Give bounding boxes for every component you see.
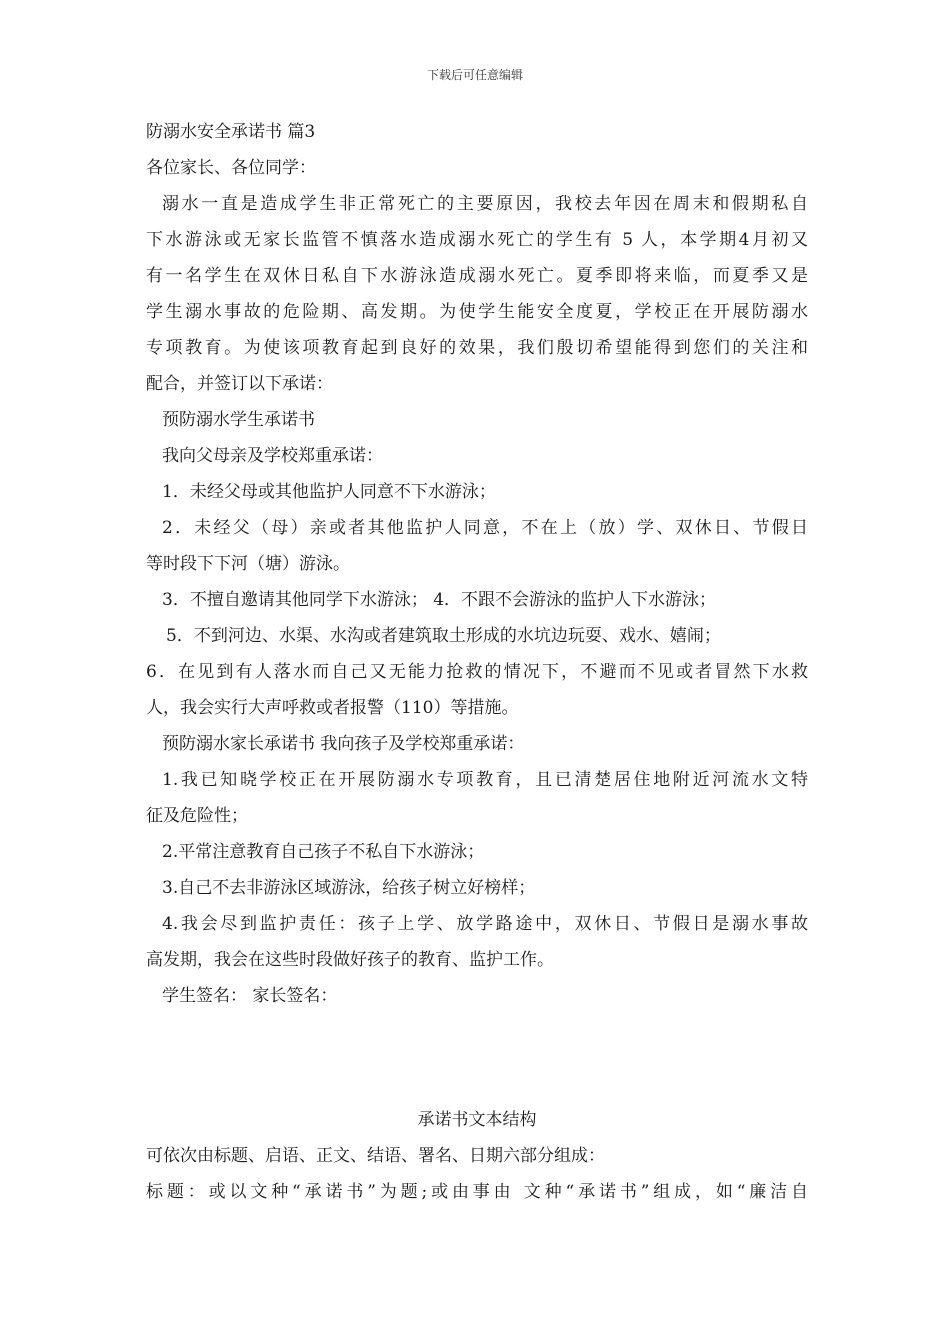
student-item-3-4: 3．不擅自邀请其他同学下水游泳； 4．不跟不会游泳的监护人下水游泳； <box>162 590 717 610</box>
parent-item-2: 2.平常注意教育自己孩子不私自下水游泳； <box>162 842 485 862</box>
intro-line: 溺水一直是造成学生非正常死亡的主要原因，我校去年因在周末和假期私自 <box>162 194 808 214</box>
parent-item-1-cont: 征及危险性； <box>146 806 248 826</box>
signature-line: 学生签名： 家长签名： <box>162 986 338 1006</box>
structure-title: 承诺书文本结构 <box>417 1110 537 1130</box>
student-item-6-cont: 人，我会实行大声呼救或者报警（110）等措施。 <box>146 698 519 718</box>
student-item-6: 6．在见到有人落水而自己又无能力抢救的情况下，不避而不见或者冒然下水救 <box>146 662 808 682</box>
parent-item-1: 1.我已知晓学校正在开展防溺水专项教育，且已清楚居住地附近河流水文特 <box>162 770 808 790</box>
student-item-2: 2．未经父（母）亲或者其他监护人同意，不在上（放）学、双休日、节假日 <box>162 518 808 538</box>
document-title: 防溺水安全承诺书 篇3 <box>146 122 316 142</box>
document-body <box>146 114 808 1210</box>
parent-item-3: 3.自己不去非游泳区域游泳，给孩子树立好榜样； <box>162 878 536 898</box>
intro-line: 配合，并签订以下承诺： <box>146 374 333 394</box>
greeting: 各位家长、各位同学： <box>146 158 316 178</box>
intro-line: 有一名学生在双休日私自下水游泳造成溺水死亡。夏季即将来临，而夏季又是 <box>146 266 808 286</box>
intro-line: 学生溺水事故的危险期、高发期。为使学生能安全度夏，学校正在开展防溺水 <box>146 302 808 322</box>
page-header: 下载后可任意编辑 <box>426 68 523 82</box>
intro-line: 专项教育。为使该项教育起到良好的效果，我们殷切希望能得到您们的关注和 <box>146 338 808 358</box>
student-item-5: 5．不到河边、水渠、水沟或者建筑取土形成的水坑边玩耍、戏水、嬉闹； <box>166 626 721 646</box>
parent-heading: 预防溺水家长承诺书 我向孩子及学校郑重承诺： <box>162 734 525 754</box>
blank-gap <box>146 1014 808 1102</box>
student-heading: 预防溺水学生承诺书 <box>162 410 315 430</box>
parent-item-4-cont: 高发期，我会在这些时段做好孩子的教育、监护工作。 <box>146 950 554 970</box>
student-item-1: 1．未经父母或其他监护人同意不下水游泳； <box>162 482 496 502</box>
student-pledge: 我向父母亲及学校郑重承诺： <box>162 446 383 466</box>
structure-line: 可依次由标题、启语、正文、结语、署名、日期六部分组成： <box>146 1146 605 1166</box>
student-item-2-cont: 等时段下下河（塘）游泳。 <box>146 554 350 574</box>
parent-item-4: 4.我会尽到监护责任：孩子上学、放学路途中，双休日、节假日是溺水事故 <box>162 914 808 934</box>
intro-line: 下水游泳或无家长监管不慎落水造成溺水死亡的学生有 5 人，本学期4月初又 <box>146 230 808 250</box>
structure-line: 标题：或以文种“承诺书”为题;或由事由 文种“承诺书”组成，如“廉洁自 <box>146 1182 808 1202</box>
